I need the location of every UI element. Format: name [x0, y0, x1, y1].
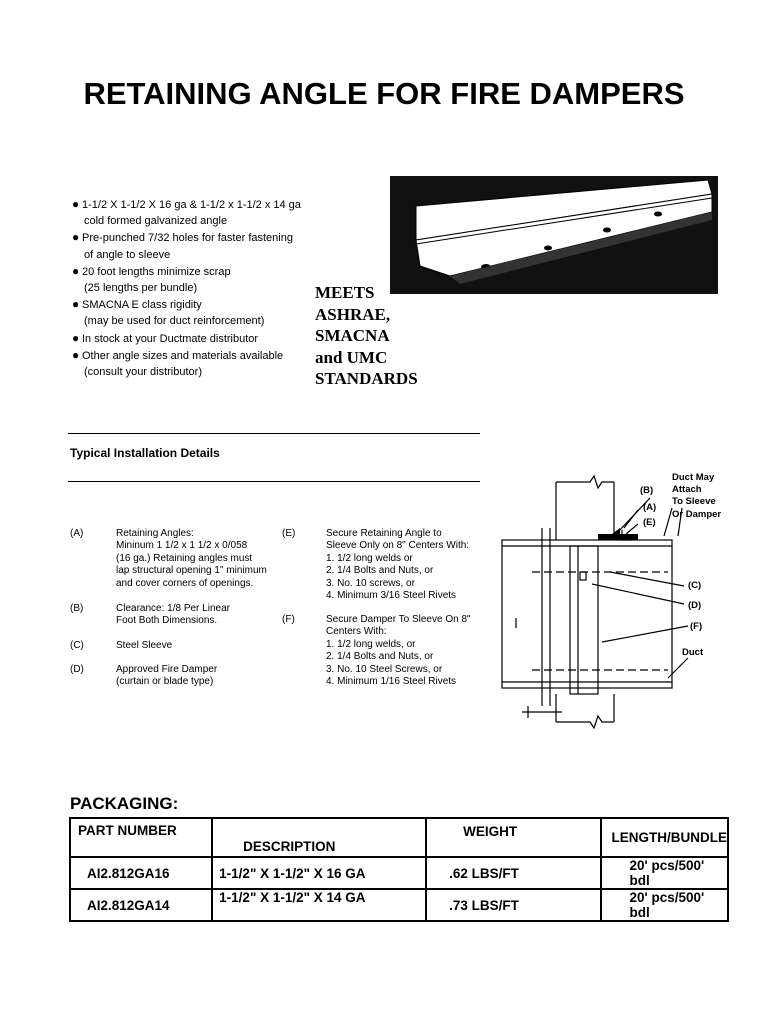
table-row: AI2.812GA14 1-1/2" X 1-1/2" X 14 GA .73 LBS/FT 20' pcs/500' bdl — [70, 889, 728, 921]
detail-text: Steel Sleeve — [116, 640, 173, 651]
table-header-row — [70, 818, 728, 857]
feature-subtext: (25 lengths per bundle) — [84, 282, 198, 295]
feature-item: ● In stock at your Ductmate distributor — [72, 330, 259, 345]
page-title: RETAINING ANGLE FOR FIRE DAMPERS — [83, 76, 685, 111]
feature-subtext: cold formed galvanized angle — [84, 215, 228, 228]
label-d: (D) — [688, 600, 702, 611]
detail-key: (C) — [70, 640, 84, 651]
detail-text: Approved Fire Damper (curtain or blade type) — [116, 664, 218, 688]
feature-subtext: of angle to sleeve — [84, 248, 171, 261]
label-b: (B) — [640, 485, 654, 496]
feature-subtext: (consult your distributor) — [84, 366, 202, 379]
label-f: (F) — [690, 621, 703, 632]
feature-item: ● Pre-punched 7/32 holes for faster fastening — [72, 230, 293, 245]
bullet-icon: ● — [72, 197, 80, 211]
detail-key: (A) — [70, 528, 84, 539]
section-title: Typical Installation Details — [70, 446, 220, 460]
feature-subtext: (may be used for duct reinforcement) — [84, 315, 265, 328]
detail-text: Retaining Angles: Mininum 1 1/2 x 1 1/2 x 0/058 (16 ga.) Retaining angles must lap structural opening 1" minimum and cover corners of openings. — [116, 528, 267, 589]
header-weight: WEIGHT — [426, 818, 600, 857]
bullet-icon: ● — [72, 330, 80, 345]
bullet-icon: ● — [72, 230, 80, 245]
header-part-number: PART NUMBER — [70, 818, 212, 857]
label-duct: Duct — [682, 647, 704, 658]
standards-callout: MEETS ASHRAE, SMACNA and UMC STANDARDS — [315, 283, 418, 388]
feature-item: ● SMACNA E class rigidity — [72, 297, 202, 312]
label-e: (E) — [643, 517, 656, 528]
table-row: AI2.812GA16 1-1/2" X 1-1/2" X 16 GA .62 LBS/FT 20' pcs/500' bdl — [70, 857, 728, 889]
detail-key: (F) — [282, 614, 295, 625]
feature-list — [72, 196, 332, 380]
feature-item: ● 20 foot lengths minimize scrap — [72, 263, 231, 278]
detail-text: Secure Retaining Angle to Sleeve Only on 8" Centers With: 1. 1/2 long welds or 2. 1/4 Bolts and Nuts, or 3. No. 10 screws, or 4. Minimum 3/16 Steel Rivets — [326, 528, 470, 602]
divider-bottom — [68, 481, 480, 482]
bullet-icon: ● — [72, 347, 80, 362]
detail-text: Clearance: 1/8 Per Linear Foot Both Dimensions. — [116, 603, 230, 627]
detail-key: (D) — [70, 664, 84, 675]
packaging-title: PACKAGING: — [70, 794, 179, 813]
bullet-icon: ● — [72, 297, 80, 312]
duct-may-attach-label: Duct May Attach To Sleeve Or Damper — [672, 472, 722, 520]
divider-top — [68, 433, 480, 434]
bullet-icon: ● — [72, 263, 80, 278]
detail-text: Secure Damper To Sleeve On 8" Centers With: 1. 1/2 long welds, or 2. 1/4 Bolts and Nuts, or 3. No. 10 Steel Screws, or 4. Minimum 1/16 Steel Rivets — [326, 614, 471, 688]
detail-key: (E) — [282, 528, 296, 539]
packaging-table — [69, 817, 729, 922]
feature-item: ● Other angle sizes and materials available — [72, 347, 284, 362]
header-length-bundle: LENGTH/BUNDLE — [601, 818, 729, 857]
header-description: DESCRIPTION — [212, 818, 426, 857]
feature-item: ● 1-1/2 X 1-1/2 X 16 ga & 1-1/2 x 1-1/2 x 14 ga — [72, 197, 301, 211]
retaining-angle-illustration — [390, 172, 720, 302]
label-a: (A) — [643, 502, 657, 513]
label-c: (C) — [688, 580, 702, 591]
detail-key: (B) — [70, 603, 84, 614]
